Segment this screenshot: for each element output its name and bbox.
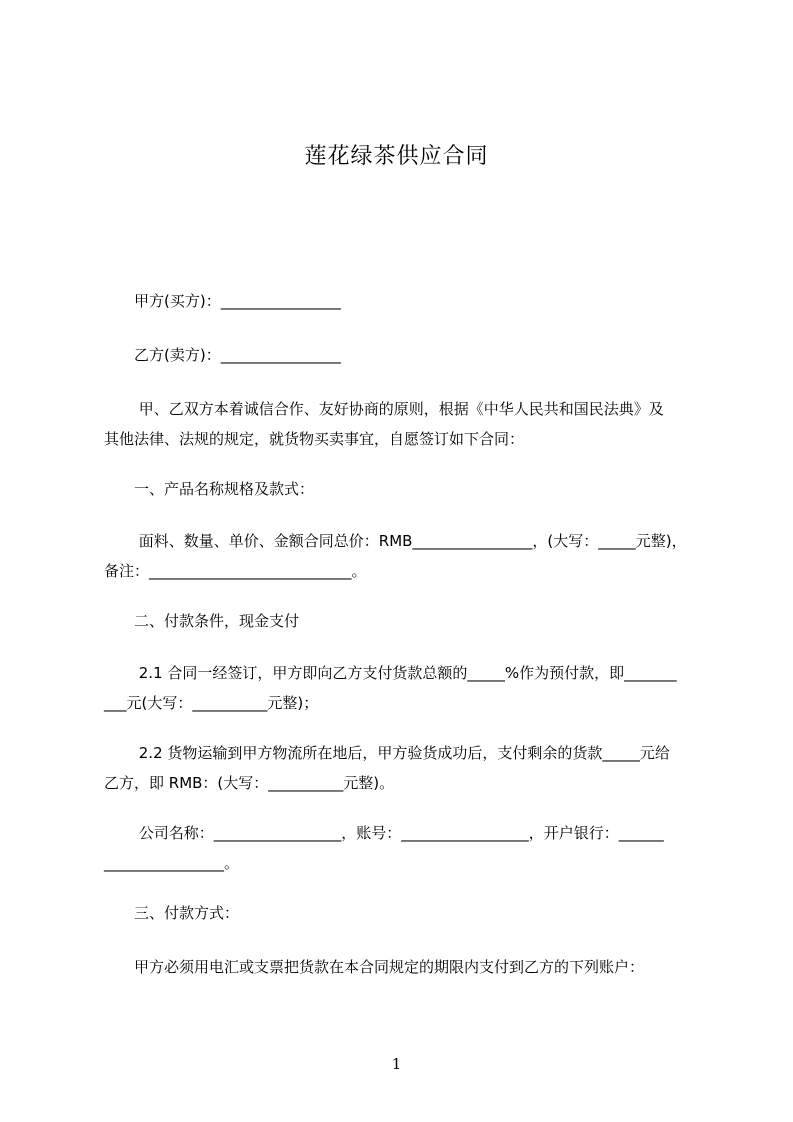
clause-2-2-line-1: 2.2 货物运输到甲方物流所在地后，甲方验货成功后，支付剩余的货款_____元给 — [104, 744, 670, 762]
preamble-line-1: 甲、乙双方本着诚信合作、友好协商的原则，根据《中华人民共和国民法典》及 — [104, 400, 664, 418]
section-2-heading-text: 二、付款条件，现金支付 — [104, 612, 300, 630]
section-3-heading — [104, 898, 704, 928]
clause-2-1-paragraph — [104, 658, 704, 718]
party-b-seller-line — [104, 340, 704, 370]
clause-2-2-paragraph — [104, 738, 704, 798]
party-a-buyer-line — [104, 286, 704, 316]
party-a-buyer-text: 甲方(买方)：________________ — [104, 292, 341, 310]
page-number: 1 — [391, 1055, 402, 1073]
payment-method-paragraph — [104, 952, 704, 982]
bank-account-line-1: 公司名称：_________________，账号：_________________，开户银行：______ — [104, 824, 664, 842]
clause-2-1-line-2: ___元(大写：__________元整)； — [104, 694, 319, 712]
preamble-paragraph — [104, 394, 704, 454]
section-1-heading — [104, 474, 704, 504]
party-b-seller-text: 乙方(卖方)：________________ — [104, 346, 341, 364]
clause-2-1-line-1: 2.1 合同一经签订，甲方即向乙方支付货款总额的_____%作为预付款，即_______ — [104, 664, 677, 682]
bank-account-line-2: ________________。 — [104, 854, 240, 872]
product-price-line-1: 面料、数量、单价、金额合同总价：RMB________________，(大写：_____元整)， — [104, 532, 687, 550]
section-3-heading-text: 三、付款方式： — [104, 904, 240, 922]
product-price-paragraph — [104, 526, 704, 586]
payment-method-text: 甲方必须用电汇或支票把货款在本合同规定的期限内支付到乙方的下列账户： — [104, 958, 645, 976]
product-price-line-2: 备注：___________________________。 — [104, 562, 367, 580]
section-2-heading — [104, 606, 704, 636]
contract-title: 莲花绿茶供应合同 — [304, 144, 489, 169]
bank-account-paragraph — [104, 818, 704, 878]
section-1-heading-text: 一、产品名称规格及款式： — [104, 480, 315, 498]
clause-2-2-line-2: 乙方，即 RMB：(大写：__________元整)。 — [104, 774, 395, 792]
preamble-line-2: 其他法律、法规的规定，就货物买卖事宜，自愿签订如下合同： — [104, 430, 525, 448]
